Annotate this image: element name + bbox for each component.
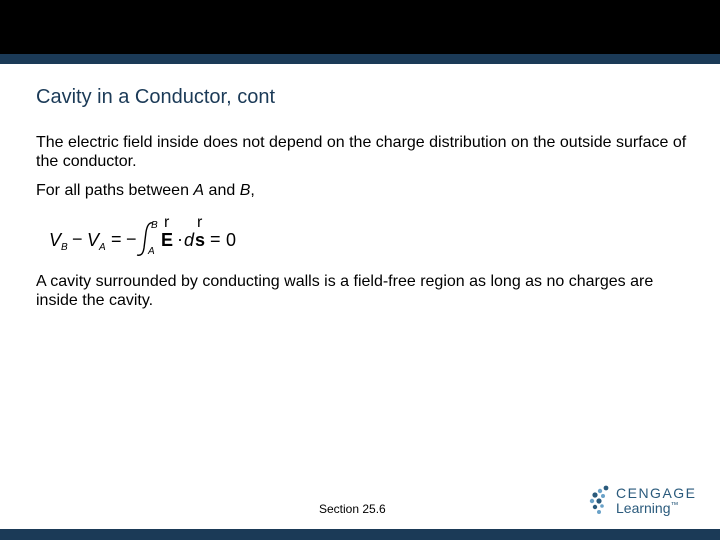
- bottom-stripe: [0, 529, 720, 540]
- eq-minus: −: [72, 229, 83, 249]
- paths-text: For all paths between: [36, 182, 194, 199]
- section-footer: Section 25.6: [319, 502, 386, 516]
- eq-v-b: V: [49, 230, 62, 250]
- and-text: and: [204, 182, 240, 199]
- top-bar: [0, 0, 720, 54]
- eq-equals-2: =: [210, 229, 221, 249]
- eq-field-e: E: [161, 230, 174, 250]
- point-a-label: A: [193, 182, 205, 199]
- slide-title: Cavity in a Conductor, cont: [36, 86, 276, 108]
- potential-difference-equation: [40, 212, 260, 264]
- eq-negative: −: [126, 229, 137, 249]
- eq-vector-mark-e: r: [164, 214, 170, 231]
- eq-lower-limit: A: [148, 246, 155, 257]
- eq-upper-limit: B: [151, 220, 158, 231]
- point-b-label: B: [239, 182, 251, 199]
- top-stripe: [0, 54, 720, 64]
- paragraph-field-free-cavity: A cavity surrounded by conducting walls is a field-free region as long as no charges are inside the cavity.: [36, 273, 654, 309]
- eq-sub-a: A: [99, 242, 106, 253]
- paragraph-paths: [36, 181, 255, 200]
- eq-v-a: V: [87, 230, 100, 250]
- eq-s: s: [195, 230, 206, 250]
- logo-learning-word: Learning: [616, 500, 671, 516]
- eq-dot: ·: [177, 229, 183, 249]
- eq-vector-mark-s: r: [197, 214, 203, 231]
- eq-sub-b: B: [61, 242, 68, 253]
- eq-equals-1: =: [111, 229, 122, 249]
- cengage-dots-icon: [586, 484, 614, 518]
- comma-text: ,: [250, 182, 255, 199]
- logo-cengage-text: CENGAGE: [616, 485, 697, 501]
- eq-d: d: [184, 230, 195, 250]
- cengage-learning-logo: [586, 484, 696, 518]
- logo-trademark: ™: [670, 500, 679, 510]
- logo-learning-text: [616, 500, 679, 516]
- eq-result: 0: [226, 230, 237, 250]
- paragraph-field-independence: The electric field inside does not depend on the charge distribution on the outside surface of the conductor.: [36, 134, 687, 170]
